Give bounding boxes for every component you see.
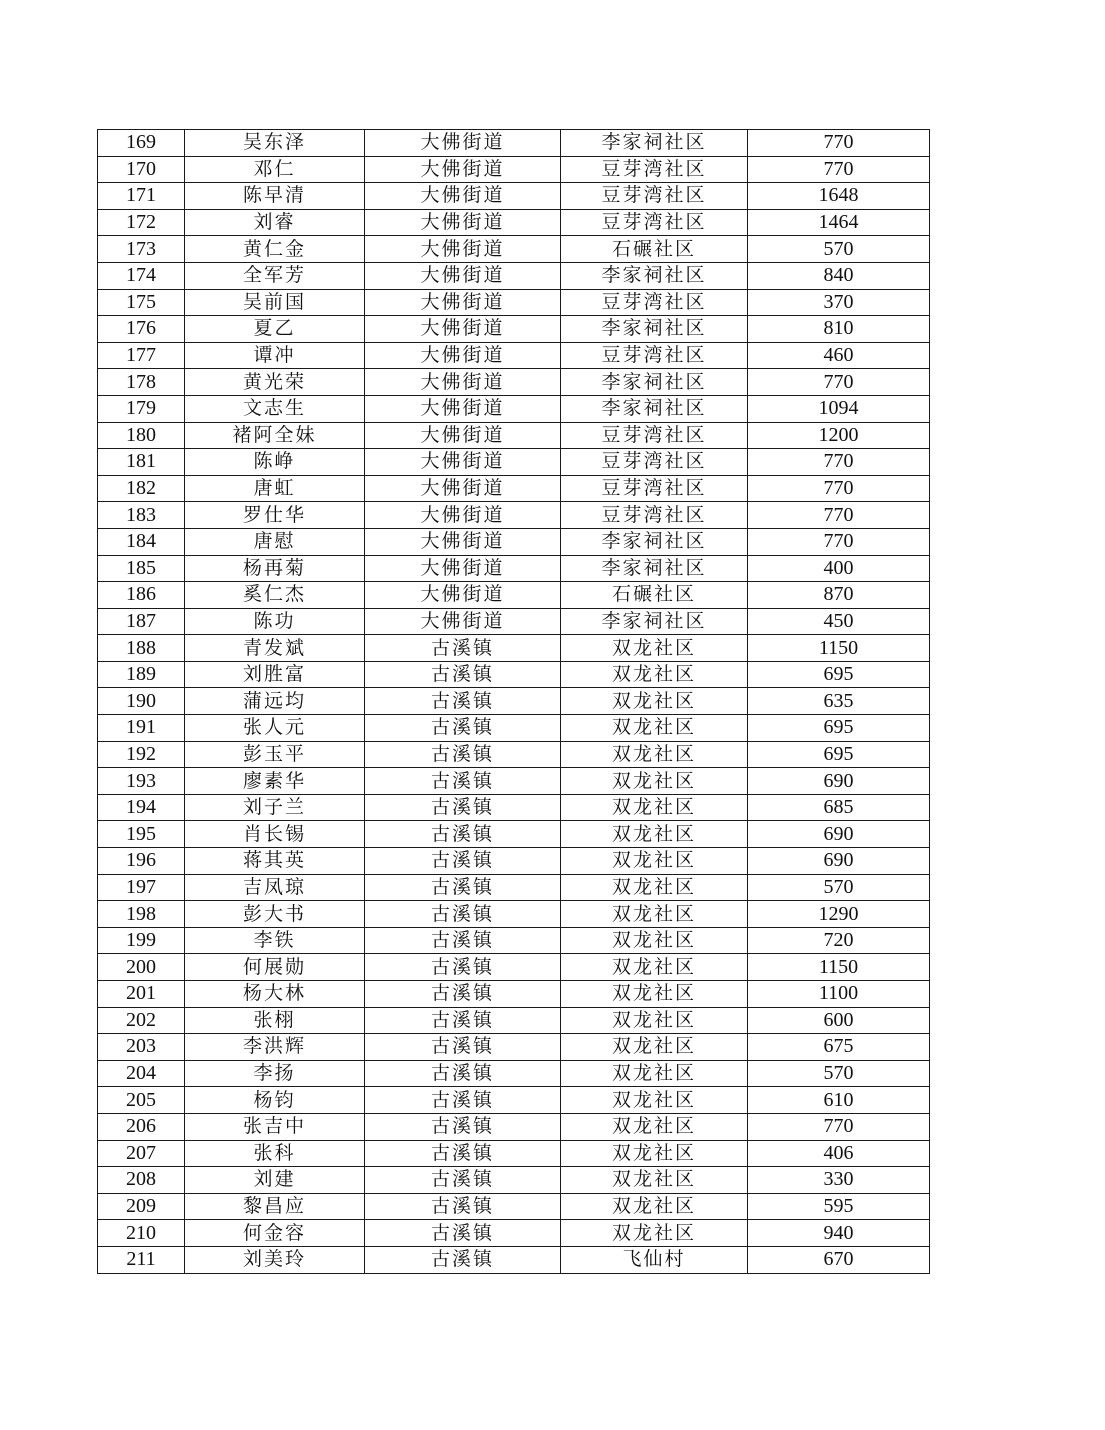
cell-amount: 770	[748, 369, 930, 396]
cell-name: 唐慰	[185, 528, 365, 555]
cell-town: 大佛街道	[365, 156, 561, 183]
cell-amount: 770	[748, 449, 930, 476]
cell-number: 196	[98, 848, 185, 875]
cell-number: 171	[98, 183, 185, 210]
cell-amount: 770	[748, 502, 930, 529]
table-row	[98, 262, 930, 289]
cell-amount: 600	[748, 1007, 930, 1034]
cell-number: 173	[98, 236, 185, 263]
cell-town: 古溪镇	[365, 927, 561, 954]
cell-name: 黎昌应	[185, 1193, 365, 1220]
cell-name: 吴前国	[185, 289, 365, 316]
cell-number: 181	[98, 449, 185, 476]
cell-name: 刘美玲	[185, 1246, 365, 1273]
cell-town: 大佛街道	[365, 342, 561, 369]
cell-community: 双龙社区	[561, 1167, 748, 1194]
cell-number: 187	[98, 608, 185, 635]
cell-town: 古溪镇	[365, 661, 561, 688]
cell-community: 豆芽湾社区	[561, 422, 748, 449]
cell-amount: 1094	[748, 395, 930, 422]
cell-number: 198	[98, 901, 185, 928]
cell-name: 李洪辉	[185, 1034, 365, 1061]
cell-number: 191	[98, 715, 185, 742]
table-row	[98, 901, 930, 928]
cell-number: 192	[98, 741, 185, 768]
cell-amount: 1150	[748, 635, 930, 662]
cell-amount: 570	[748, 1060, 930, 1087]
cell-name: 文志生	[185, 395, 365, 422]
cell-name: 刘子兰	[185, 794, 365, 821]
table-row	[98, 661, 930, 688]
table-row	[98, 635, 930, 662]
cell-number: 209	[98, 1193, 185, 1220]
cell-name: 唐虹	[185, 475, 365, 502]
cell-number: 179	[98, 395, 185, 422]
cell-amount: 670	[748, 1246, 930, 1273]
cell-community: 李家祠社区	[561, 395, 748, 422]
table-row	[98, 794, 930, 821]
table-row	[98, 715, 930, 742]
cell-amount: 840	[748, 262, 930, 289]
cell-name: 刘睿	[185, 209, 365, 236]
table-row	[98, 1060, 930, 1087]
cell-number: 185	[98, 555, 185, 582]
cell-town: 古溪镇	[365, 1167, 561, 1194]
cell-amount: 770	[748, 130, 930, 157]
table-row	[98, 528, 930, 555]
cell-name: 陈峥	[185, 449, 365, 476]
cell-community: 李家祠社区	[561, 608, 748, 635]
cell-name: 黄仁金	[185, 236, 365, 263]
cell-amount: 1464	[748, 209, 930, 236]
cell-number: 197	[98, 874, 185, 901]
cell-community: 豆芽湾社区	[561, 183, 748, 210]
cell-number: 174	[98, 262, 185, 289]
cell-town: 古溪镇	[365, 954, 561, 981]
cell-name: 彭大书	[185, 901, 365, 928]
cell-town: 大佛街道	[365, 528, 561, 555]
cell-name: 杨再菊	[185, 555, 365, 582]
cell-name: 杨大林	[185, 981, 365, 1008]
cell-town: 古溪镇	[365, 821, 561, 848]
cell-community: 豆芽湾社区	[561, 502, 748, 529]
cell-community: 双龙社区	[561, 1140, 748, 1167]
table-row	[98, 342, 930, 369]
cell-community: 双龙社区	[561, 821, 748, 848]
cell-community: 豆芽湾社区	[561, 475, 748, 502]
cell-community: 双龙社区	[561, 874, 748, 901]
cell-amount: 400	[748, 555, 930, 582]
cell-number: 205	[98, 1087, 185, 1114]
cell-town: 古溪镇	[365, 1140, 561, 1167]
cell-number: 169	[98, 130, 185, 157]
cell-community: 双龙社区	[561, 1060, 748, 1087]
cell-town: 古溪镇	[365, 1113, 561, 1140]
cell-amount: 770	[748, 475, 930, 502]
cell-town: 古溪镇	[365, 794, 561, 821]
table-row	[98, 1087, 930, 1114]
cell-community: 李家祠社区	[561, 316, 748, 343]
cell-amount: 370	[748, 289, 930, 316]
cell-town: 大佛街道	[365, 395, 561, 422]
cell-community: 豆芽湾社区	[561, 289, 748, 316]
data-table	[97, 129, 930, 1274]
cell-community: 双龙社区	[561, 794, 748, 821]
cell-town: 古溪镇	[365, 1007, 561, 1034]
cell-town: 大佛街道	[365, 316, 561, 343]
cell-town: 古溪镇	[365, 1246, 561, 1273]
cell-name: 李铁	[185, 927, 365, 954]
cell-amount: 460	[748, 342, 930, 369]
cell-amount: 1290	[748, 901, 930, 928]
cell-amount: 690	[748, 768, 930, 795]
cell-number: 201	[98, 981, 185, 1008]
cell-amount: 1100	[748, 981, 930, 1008]
cell-amount: 810	[748, 316, 930, 343]
cell-town: 古溪镇	[365, 1060, 561, 1087]
cell-town: 古溪镇	[365, 1087, 561, 1114]
table-row	[98, 768, 930, 795]
cell-amount: 870	[748, 582, 930, 609]
cell-name: 彭玉平	[185, 741, 365, 768]
cell-number: 189	[98, 661, 185, 688]
cell-town: 古溪镇	[365, 688, 561, 715]
cell-amount: 570	[748, 874, 930, 901]
cell-community: 李家祠社区	[561, 262, 748, 289]
cell-community: 双龙社区	[561, 954, 748, 981]
cell-amount: 690	[748, 821, 930, 848]
cell-number: 180	[98, 422, 185, 449]
cell-amount: 450	[748, 608, 930, 635]
cell-community: 豆芽湾社区	[561, 156, 748, 183]
cell-community: 双龙社区	[561, 981, 748, 1008]
cell-town: 古溪镇	[365, 768, 561, 795]
table-row	[98, 502, 930, 529]
cell-amount: 690	[748, 848, 930, 875]
cell-number: 211	[98, 1246, 185, 1273]
table-row	[98, 927, 930, 954]
cell-community: 双龙社区	[561, 1193, 748, 1220]
cell-number: 175	[98, 289, 185, 316]
cell-number: 172	[98, 209, 185, 236]
cell-community: 双龙社区	[561, 688, 748, 715]
cell-community: 双龙社区	[561, 715, 748, 742]
cell-community: 双龙社区	[561, 927, 748, 954]
cell-amount: 406	[748, 1140, 930, 1167]
cell-town: 大佛街道	[365, 502, 561, 529]
cell-number: 184	[98, 528, 185, 555]
table-row	[98, 289, 930, 316]
table-row	[98, 449, 930, 476]
cell-community: 双龙社区	[561, 1113, 748, 1140]
cell-number: 186	[98, 582, 185, 609]
cell-community: 双龙社区	[561, 1007, 748, 1034]
cell-community: 双龙社区	[561, 768, 748, 795]
cell-town: 古溪镇	[365, 635, 561, 662]
cell-amount: 770	[748, 156, 930, 183]
cell-town: 古溪镇	[365, 741, 561, 768]
cell-town: 大佛街道	[365, 475, 561, 502]
cell-community: 双龙社区	[561, 901, 748, 928]
cell-amount: 695	[748, 741, 930, 768]
table-row	[98, 1007, 930, 1034]
cell-community: 李家祠社区	[561, 555, 748, 582]
cell-town: 大佛街道	[365, 289, 561, 316]
cell-community: 李家祠社区	[561, 130, 748, 157]
table-row	[98, 874, 930, 901]
table-row	[98, 1193, 930, 1220]
cell-name: 奚仁杰	[185, 582, 365, 609]
table-row	[98, 369, 930, 396]
cell-name: 张栩	[185, 1007, 365, 1034]
cell-town: 大佛街道	[365, 449, 561, 476]
table-row	[98, 582, 930, 609]
cell-community: 双龙社区	[561, 635, 748, 662]
cell-town: 大佛街道	[365, 555, 561, 582]
table-row	[98, 981, 930, 1008]
table-row	[98, 316, 930, 343]
cell-number: 193	[98, 768, 185, 795]
cell-number: 204	[98, 1060, 185, 1087]
cell-number: 202	[98, 1007, 185, 1034]
cell-number: 195	[98, 821, 185, 848]
cell-town: 古溪镇	[365, 981, 561, 1008]
cell-number: 182	[98, 475, 185, 502]
cell-name: 何金容	[185, 1220, 365, 1247]
cell-name: 刘建	[185, 1167, 365, 1194]
cell-name: 吉凤琼	[185, 874, 365, 901]
table-row	[98, 395, 930, 422]
table-row	[98, 954, 930, 981]
table-row	[98, 1140, 930, 1167]
cell-number: 206	[98, 1113, 185, 1140]
table-row	[98, 741, 930, 768]
cell-name: 罗仕华	[185, 502, 365, 529]
cell-amount: 770	[748, 1113, 930, 1140]
cell-amount: 1150	[748, 954, 930, 981]
table-row	[98, 1034, 930, 1061]
cell-amount: 1200	[748, 422, 930, 449]
cell-town: 大佛街道	[365, 369, 561, 396]
cell-community: 双龙社区	[561, 1220, 748, 1247]
cell-community: 飞仙村	[561, 1246, 748, 1273]
cell-amount: 330	[748, 1167, 930, 1194]
cell-town: 古溪镇	[365, 1034, 561, 1061]
cell-community: 双龙社区	[561, 1087, 748, 1114]
cell-name: 青发斌	[185, 635, 365, 662]
cell-name: 蒲远均	[185, 688, 365, 715]
cell-town: 大佛街道	[365, 130, 561, 157]
cell-amount: 770	[748, 528, 930, 555]
cell-name: 谭冲	[185, 342, 365, 369]
table-row	[98, 422, 930, 449]
cell-amount: 685	[748, 794, 930, 821]
cell-name: 黄光荣	[185, 369, 365, 396]
cell-name: 吴东泽	[185, 130, 365, 157]
table-row	[98, 821, 930, 848]
cell-community: 豆芽湾社区	[561, 342, 748, 369]
cell-town: 古溪镇	[365, 874, 561, 901]
cell-number: 194	[98, 794, 185, 821]
cell-town: 大佛街道	[365, 608, 561, 635]
cell-community: 豆芽湾社区	[561, 449, 748, 476]
cell-name: 张科	[185, 1140, 365, 1167]
cell-amount: 940	[748, 1220, 930, 1247]
cell-town: 大佛街道	[365, 209, 561, 236]
cell-name: 肖长锡	[185, 821, 365, 848]
table-body	[98, 130, 930, 1274]
cell-community: 李家祠社区	[561, 369, 748, 396]
cell-number: 170	[98, 156, 185, 183]
cell-name: 全军芳	[185, 262, 365, 289]
cell-community: 豆芽湾社区	[561, 209, 748, 236]
cell-amount: 695	[748, 661, 930, 688]
cell-number: 200	[98, 954, 185, 981]
cell-amount: 595	[748, 1193, 930, 1220]
cell-number: 199	[98, 927, 185, 954]
cell-community: 李家祠社区	[561, 528, 748, 555]
table-row	[98, 1113, 930, 1140]
cell-name: 陈功	[185, 608, 365, 635]
table-row	[98, 1220, 930, 1247]
cell-number: 188	[98, 635, 185, 662]
cell-amount: 720	[748, 927, 930, 954]
table-row	[98, 848, 930, 875]
cell-community: 石碾社区	[561, 236, 748, 263]
cell-name: 刘胜富	[185, 661, 365, 688]
cell-town: 古溪镇	[365, 1193, 561, 1220]
cell-amount: 675	[748, 1034, 930, 1061]
cell-number: 208	[98, 1167, 185, 1194]
cell-amount: 570	[748, 236, 930, 263]
table-row	[98, 555, 930, 582]
cell-town: 古溪镇	[365, 715, 561, 742]
cell-amount: 635	[748, 688, 930, 715]
cell-name: 蒋其英	[185, 848, 365, 875]
cell-name: 李扬	[185, 1060, 365, 1087]
cell-name: 陈早清	[185, 183, 365, 210]
table-row	[98, 236, 930, 263]
cell-amount: 695	[748, 715, 930, 742]
cell-name: 廖素华	[185, 768, 365, 795]
cell-amount: 1648	[748, 183, 930, 210]
cell-name: 邓仁	[185, 156, 365, 183]
table-row	[98, 156, 930, 183]
cell-name: 何展勋	[185, 954, 365, 981]
cell-town: 大佛街道	[365, 422, 561, 449]
table-row	[98, 1246, 930, 1273]
table-row	[98, 1167, 930, 1194]
table-row	[98, 475, 930, 502]
cell-community: 石碾社区	[561, 582, 748, 609]
cell-town: 古溪镇	[365, 848, 561, 875]
table-row	[98, 608, 930, 635]
table-row	[98, 130, 930, 157]
table-row	[98, 209, 930, 236]
cell-number: 176	[98, 316, 185, 343]
cell-number: 183	[98, 502, 185, 529]
cell-number: 177	[98, 342, 185, 369]
cell-name: 夏乙	[185, 316, 365, 343]
cell-number: 178	[98, 369, 185, 396]
cell-town: 古溪镇	[365, 901, 561, 928]
cell-amount: 610	[748, 1087, 930, 1114]
table-row	[98, 688, 930, 715]
cell-town: 古溪镇	[365, 1220, 561, 1247]
cell-town: 大佛街道	[365, 236, 561, 263]
cell-town: 大佛街道	[365, 262, 561, 289]
cell-community: 双龙社区	[561, 1034, 748, 1061]
cell-community: 双龙社区	[561, 661, 748, 688]
cell-number: 190	[98, 688, 185, 715]
table-row	[98, 183, 930, 210]
cell-name: 褚阿全妹	[185, 422, 365, 449]
cell-name: 张吉中	[185, 1113, 365, 1140]
cell-community: 双龙社区	[561, 741, 748, 768]
cell-name: 杨钧	[185, 1087, 365, 1114]
cell-town: 大佛街道	[365, 582, 561, 609]
cell-name: 张人元	[185, 715, 365, 742]
cell-number: 210	[98, 1220, 185, 1247]
cell-community: 双龙社区	[561, 848, 748, 875]
cell-town: 大佛街道	[365, 183, 561, 210]
cell-number: 207	[98, 1140, 185, 1167]
cell-number: 203	[98, 1034, 185, 1061]
